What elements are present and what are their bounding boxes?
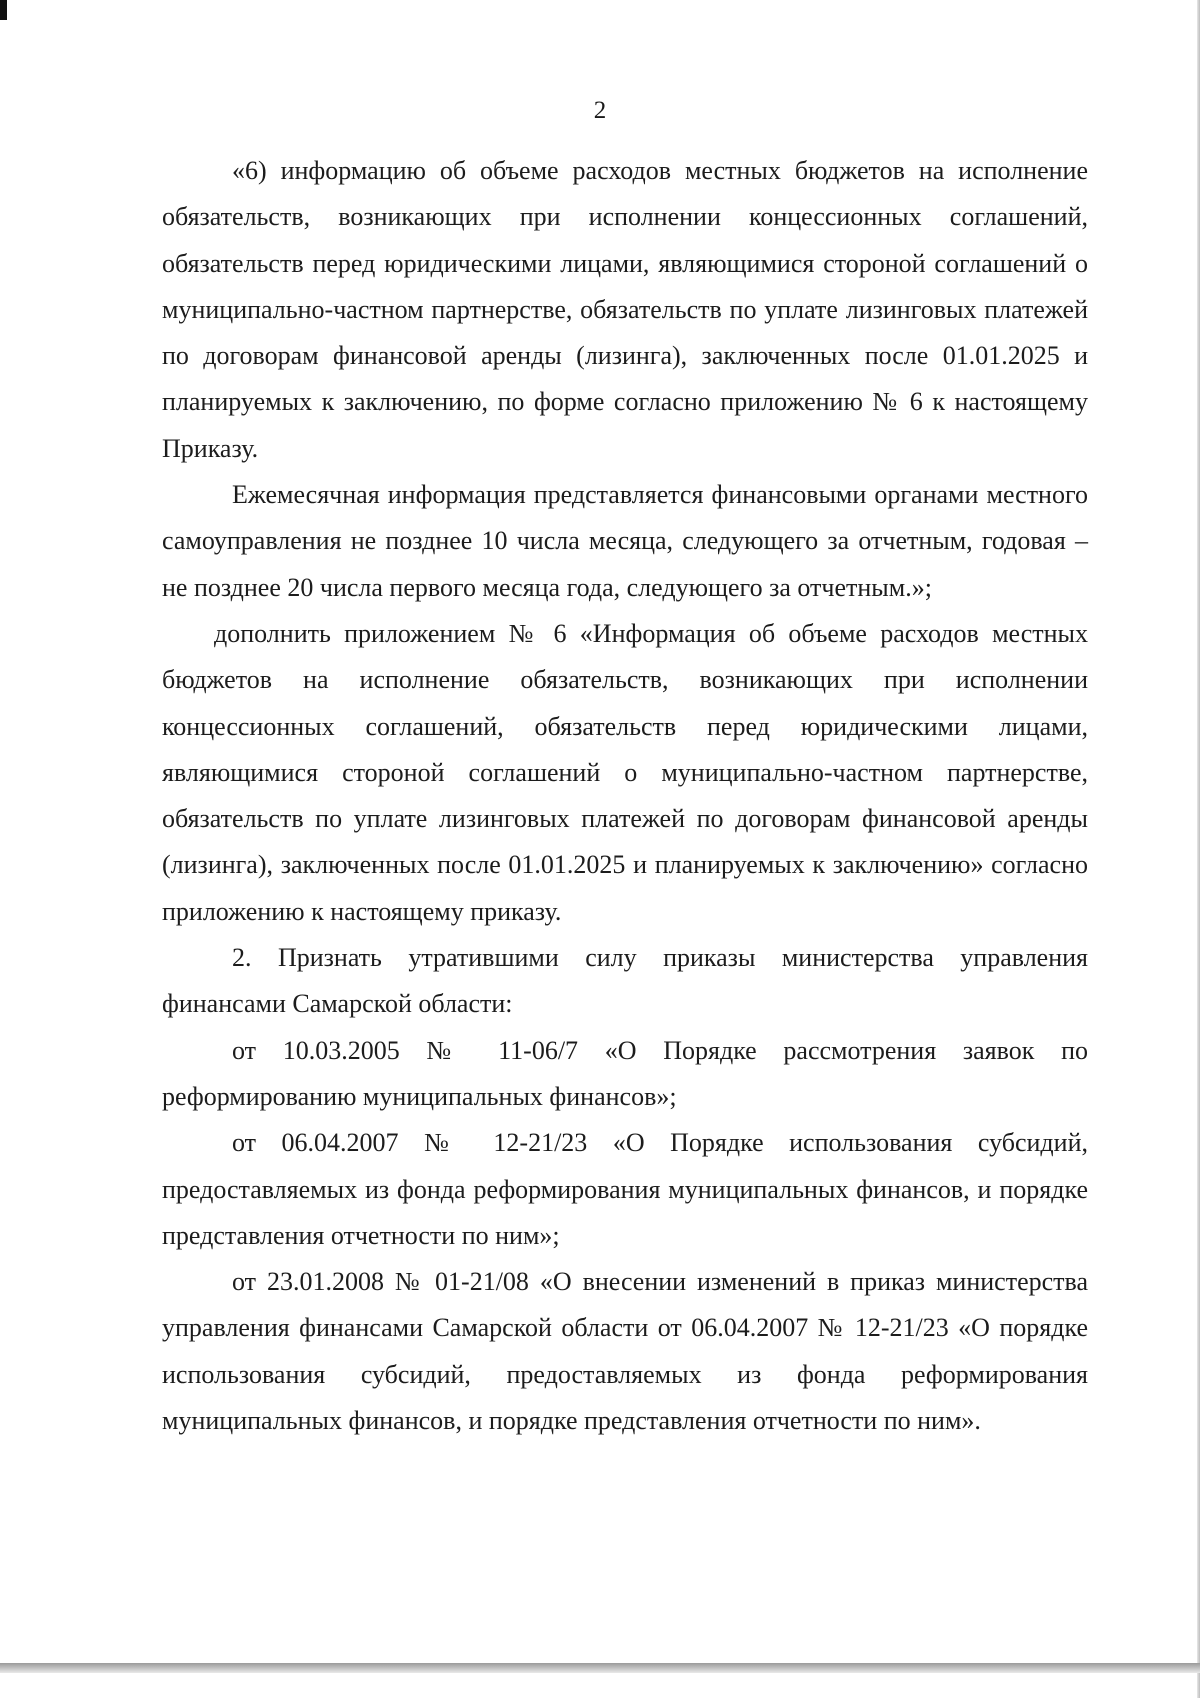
paragraph-repeal-orders: 2. Признать утратившими силу приказы министерства управления финансами Самарской области: [162,943,1088,1019]
scan-bottom-edge [0,1663,1200,1673]
page-number: 2 [593,97,607,124]
paragraph-order-2007: от 06.04.2007 № 12-21/23 «О Порядке использования субсидий, предоставляемых из фонда реформирования муниципальных финансов, и порядке представления отчетности по ним»; [162,1128,1088,1250]
paragraph-item-6-info: «6) информацию об объеме расходов местных бюджетов на исполнение обязательств, возникающих при исполнении концессионных соглашений, обязательств перед юридическими лицами, являющимися стороной соглашений о муниципально-частном партнерстве, обязательств по уплате лизинговых платежей по договорам финансовой аренды (лизинга), заключенных после 01.01.2025 и планируемых к заключению, по форме согласно приложению № 6 к настоящему Приказу. [162,156,1088,463]
paragraph-order-2005: от 10.03.2005 № 11-06/7 «О Порядке рассмотрения заявок по реформированию муниципальных финансов»; [162,1035,1088,1111]
paragraph-monthly-info: Ежемесячная информация представляется финансовыми органами местного самоуправления не позднее 10 числа месяца, следующего за отчетным, годовая – не позднее 20 числа первого месяца года, следующего за отчетным.»; [162,480,1088,602]
scan-corner-mark [0,0,7,20]
document-body [162,148,1088,1444]
paragraph-supplement-annex-6: дополнить приложением № 6 «Информация об объеме расходов местных бюджетов на исполнение обязательств, возникающих при исполнении концессионных соглашений, обязательств перед юридическими лицами, являющимися стороной соглашений о муниципально-частном партнерстве, обязательств по уплате лизинговых платежей по договорам финансовой аренды (лизинга), заключенных после 01.01.2025 и планируемых к заключению» согласно приложению к настоящему приказу. [162,618,1088,926]
paragraph-order-2008: от 23.01.2008 № 01-21/08 «О внесении изменений в приказ министерства управления финансами Самарской области от 06.04.2007 № 12-21/23 «О порядке использования субсидий, предоставляемых из фонда реформирования муниципальных финансов, и порядке представления отчетности по ним». [162,1267,1088,1436]
